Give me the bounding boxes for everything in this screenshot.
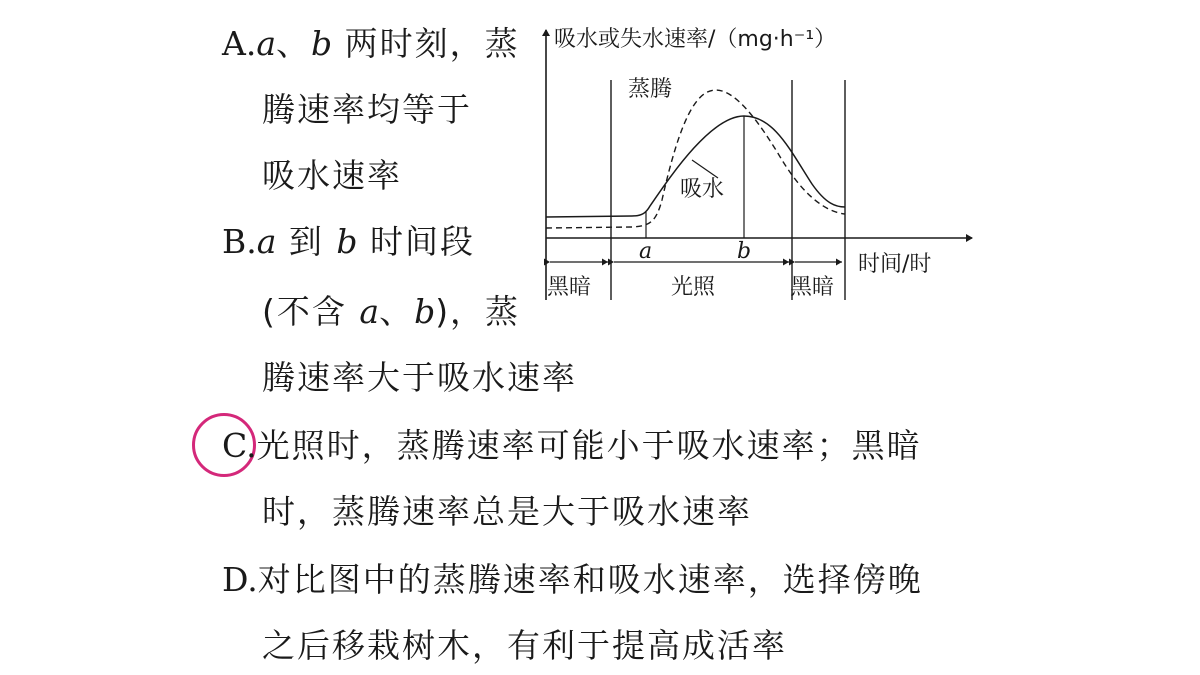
option-b-sep: 、 (379, 292, 415, 331)
y-axis-label: 吸水或失水速率/（mg·h⁻¹） (554, 27, 837, 52)
option-d-letter: D. (222, 560, 258, 599)
option-a-line-2: 腾速率均等于 (262, 90, 472, 129)
period-label-dark-1: 黑暗 (547, 275, 592, 300)
option-d-line-1-text: 对比图中的蒸腾速率和吸水速率，选择傍晚 (257, 560, 923, 599)
option-a-line-1 (222, 24, 520, 64)
x-tick-b: b (737, 239, 752, 264)
series-transpiration-curve (546, 90, 845, 228)
option-a-var-b: b (311, 24, 333, 63)
option-b-line-2 (262, 292, 520, 332)
absorption-label-pointer (692, 160, 718, 178)
option-c-line-1-text: 光照时，蒸腾速率可能小于吸水速率；黑暗 (256, 426, 922, 465)
option-b-var-a2: a (359, 292, 380, 331)
x-axis-label: 时间/时 (858, 252, 932, 277)
option-b-line-2-tail: )，蒸 (435, 292, 521, 331)
option-b-line-1-tail: 时间段 (357, 222, 476, 261)
period-label-dark-2: 黑暗 (790, 275, 835, 300)
option-a-sep: 、 (276, 24, 312, 63)
option-c-line-2: 时，蒸腾速率总是大于吸水速率 (262, 492, 752, 531)
option-b-line-1 (222, 222, 475, 262)
transpiration-absorption-graph (520, 0, 980, 315)
option-a-var-a: a (256, 24, 277, 63)
option-a-line-3: 吸水速率 (262, 156, 402, 195)
option-b-line-3: 腾速率大于吸水速率 (262, 358, 577, 397)
option-c-line-1 (222, 426, 922, 466)
option-d-line-1 (222, 560, 923, 600)
option-b-var-a: a (256, 222, 277, 261)
series-label-transpiration: 蒸腾 (628, 77, 673, 102)
option-a-letter: A. (222, 24, 257, 63)
option-b-var-b: b (336, 222, 358, 261)
period-label-light: 光照 (671, 275, 716, 300)
option-c-letter: C. (222, 426, 257, 465)
x-tick-a: a (639, 239, 653, 264)
option-a-line-1-tail: 两时刻，蒸 (332, 24, 520, 63)
option-b-letter: B. (222, 222, 257, 261)
option-b-var-b2: b (414, 292, 436, 331)
option-b-mid: 到 (276, 222, 337, 261)
option-d-line-2: 之后移栽树木，有利于提高成活率 (262, 626, 787, 665)
series-label-absorption: 吸水 (680, 177, 725, 202)
option-b-line-2-pre: (不含 (262, 292, 360, 331)
